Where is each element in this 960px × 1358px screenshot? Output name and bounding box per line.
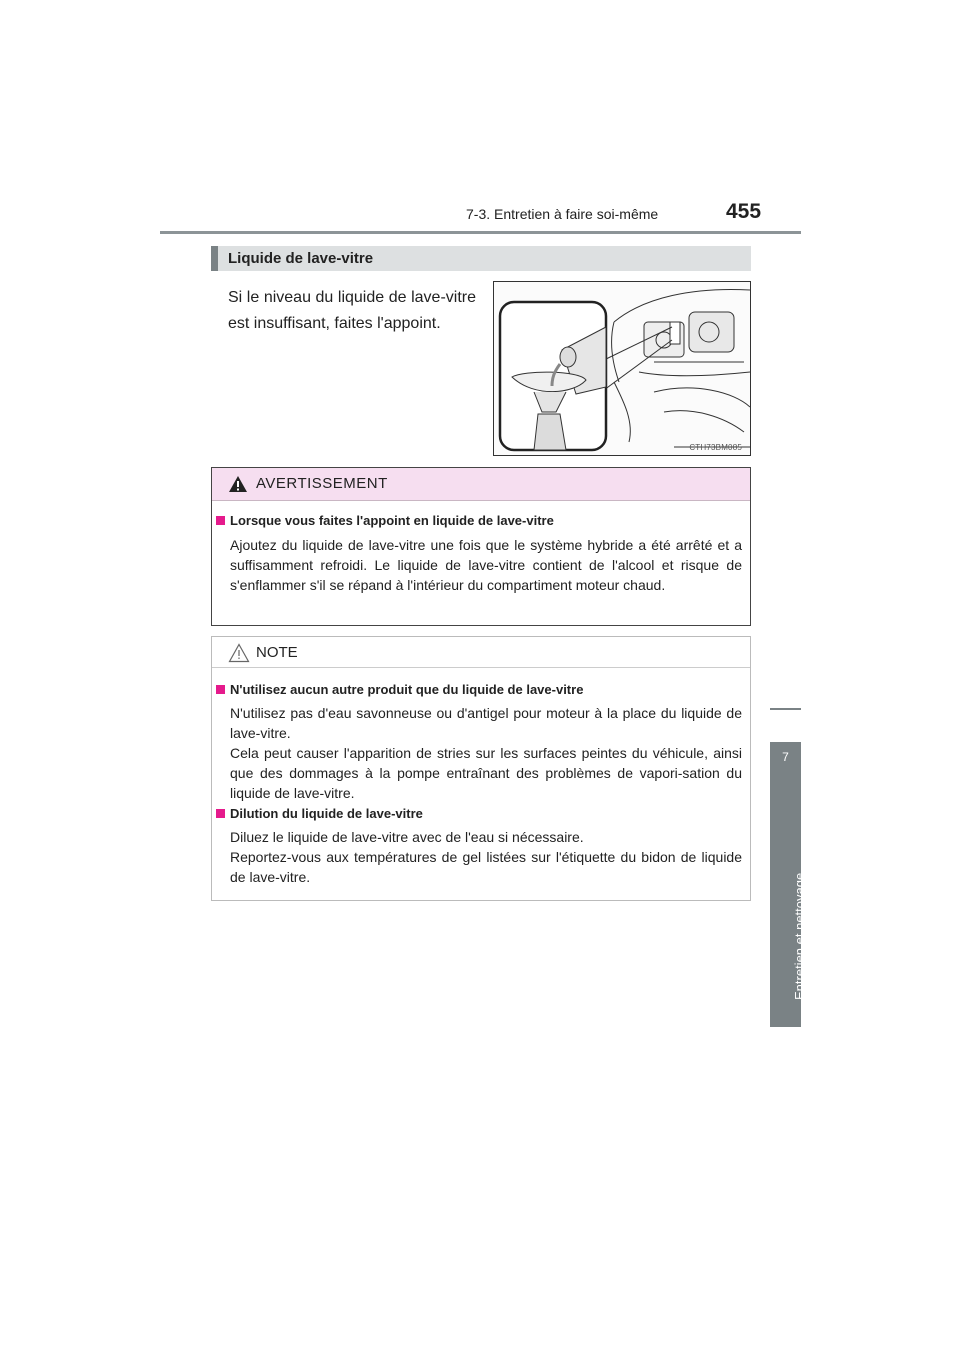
- note-item-heading: Dilution du liquide de lave-vitre: [216, 806, 423, 821]
- section-title: Liquide de lave-vitre: [228, 250, 374, 267]
- caution-triangle-outline-icon: [228, 643, 250, 663]
- warning-item-body: Ajoutez du liquide de lave-vitre une fois que le système hybride a été arrêté et a suffisamment refroidi. Le liquide de lave-vitre contient de l'alcool et risque de s'enflammer s'il se répand à l'intérieur du compartiment moteur chaud.: [230, 537, 742, 593]
- running-header: 7-3. Entretien à faire soi-même: [466, 206, 659, 222]
- note-header: [212, 637, 750, 668]
- note-title: NOTE: [256, 644, 298, 661]
- note-item-heading: N'utilisez aucun autre produit que du liquide de lave-vitre: [216, 682, 583, 697]
- section-heading-bar: [211, 246, 751, 271]
- warning-header: [212, 468, 750, 501]
- warning-title: AVERTISSEMENT: [256, 475, 388, 492]
- side-tab-separator: [770, 708, 801, 736]
- chapter-number: 7: [782, 750, 789, 764]
- header-rule: [160, 231, 801, 234]
- intro-text: Si le niveau du liquide de lave-vitre est insuffisant, faites l'appoint.: [228, 289, 476, 332]
- intro-paragraph: [228, 285, 476, 337]
- note-item-body: N'utilisez pas d'eau savonneuse ou d'antigel pour moteur à la place du liquide de lave-vitre. Cela peut causer l'apparition de stries sur les surfaces peintes du véhicule, ainsi que des dommages à la pompe entraînant des problèmes de vapori-sation du liquide de lave-vitre.: [230, 705, 742, 801]
- page-number: 455: [726, 200, 762, 223]
- warning-triangle-icon: [228, 475, 248, 493]
- note-box: [211, 636, 751, 901]
- bullet-square: [216, 685, 225, 694]
- warning-item-heading: Lorsque vous faites l'appoint en liquide de lave-vitre: [216, 513, 554, 528]
- note-item-body: Diluez le liquide de lave-vitre avec de l'eau si nécessaire. Reportez-vous aux températures de gel listées sur l'étiquette du bidon de liquide de lave-vitre.: [230, 829, 742, 885]
- bullet-square: [216, 809, 225, 818]
- warning-box: [211, 467, 751, 626]
- washer-fluid-illustration: [493, 281, 751, 456]
- chapter-label: Entretien et nettoyage: [792, 872, 807, 1000]
- figure-code: CTH73BM085: [689, 443, 742, 452]
- engine-bay-drawing: [494, 282, 751, 456]
- bullet-square: [216, 516, 225, 525]
